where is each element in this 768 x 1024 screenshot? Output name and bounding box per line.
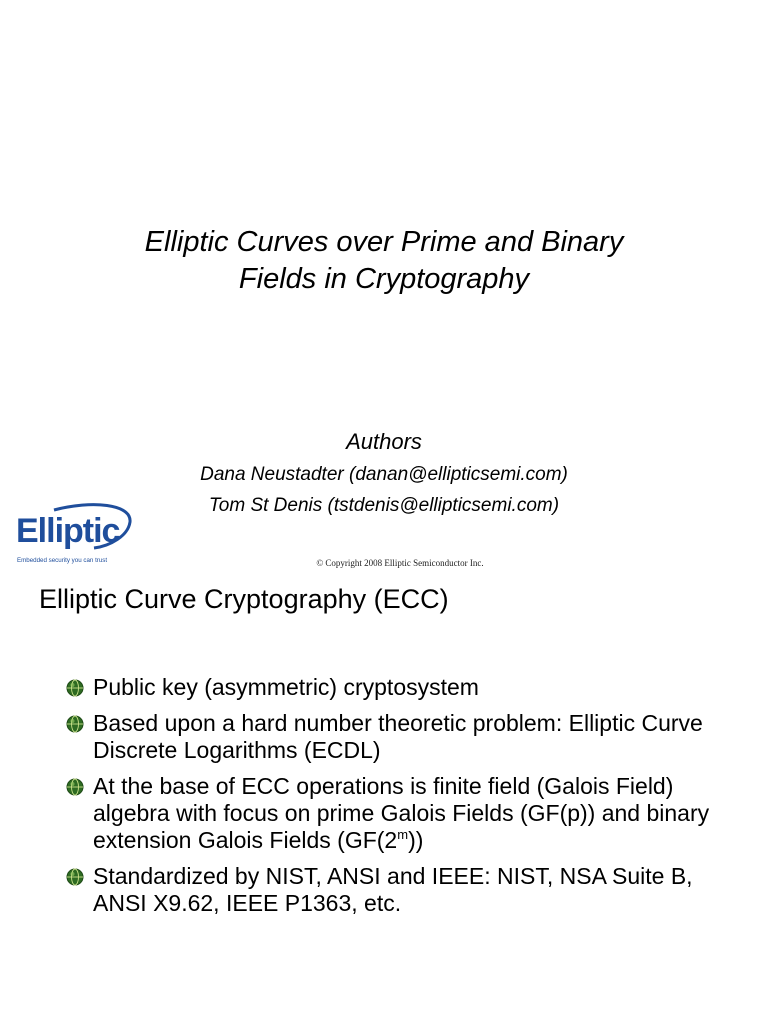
bullet-text-3-after: )): [408, 827, 424, 853]
author-line-1: Dana Neustadter (danan@ellipticsemi.com): [200, 464, 568, 485]
green-globe-bullet-icon: [66, 778, 84, 796]
logo-wordmark: Elliptic: [16, 512, 120, 550]
ecc-slide-title: Elliptic Curve Cryptography (ECC): [39, 584, 449, 614]
authors-heading: Authors: [346, 429, 422, 454]
title-line-1: Elliptic Curves over Prime and Binary: [144, 226, 624, 258]
author-line-2: Tom St Denis (tstdenis@ellipticsemi.com): [208, 495, 560, 516]
bullet-item-3: [66, 773, 726, 854]
green-globe-bullet-icon: [66, 868, 84, 886]
superscript-m: m: [397, 827, 409, 842]
green-globe-bullet-icon: [66, 715, 84, 733]
bullet-text-1: Public key (asymmetric) cryptosystem: [93, 674, 479, 700]
bullet-item-4: [66, 863, 726, 917]
bullet-text-3-before: At the base of ECC operations is finite field (Galois Field) algebra with focus on prime Galois Fields (GF(p)) and binary extension Galois Fields (GF(2: [93, 773, 710, 853]
bullet-item-2: [66, 710, 726, 764]
ecc-slide: [0, 574, 768, 1024]
slide-title: [0, 224, 768, 298]
bullet-text-4: Standardized by NIST, ANSI and IEEE: NIST, NSA Suite B, ANSI X9.62, IEEE P1363, etc.: [93, 863, 693, 916]
title-line-2: Fields in Cryptography: [238, 263, 530, 295]
bullet-item-1: [66, 674, 726, 701]
bullet-text-2: Based upon a hard number theoretic problem: Elliptic Curve Discrete Logarithms (ECDL): [93, 710, 703, 763]
green-globe-bullet-icon: [66, 679, 84, 697]
copyright-notice: © Copyright 2008 Elliptic Semiconductor Inc.: [316, 558, 484, 568]
logo-tagline: Embedded security you can trust: [17, 557, 108, 564]
bullet-list: [66, 674, 726, 926]
